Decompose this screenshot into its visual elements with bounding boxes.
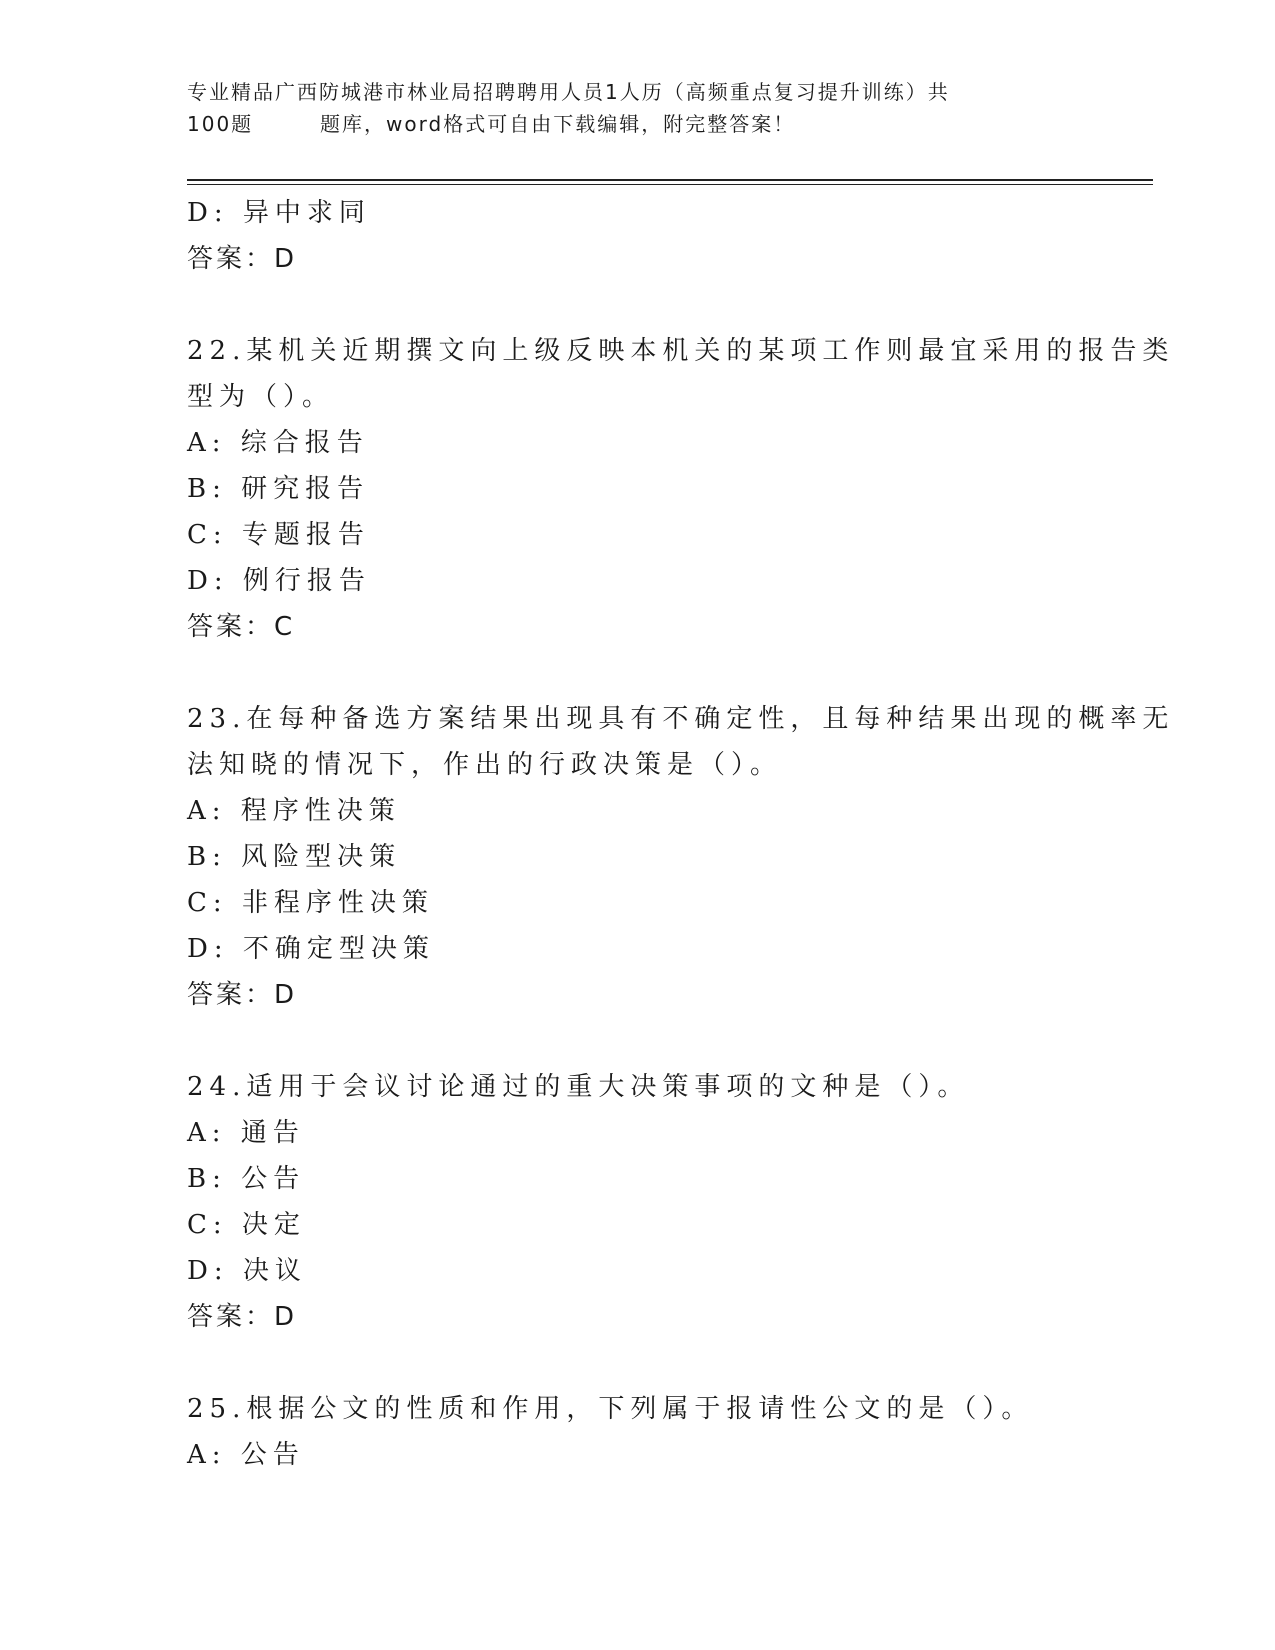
header-rule-thick xyxy=(187,179,1153,181)
header-rule-thin xyxy=(187,184,1153,185)
question-stem: 25.根据公文的性质和作用，下列属于报请性公文的是（）。 xyxy=(187,1394,1034,1424)
option-d: D: 不确定型决策 xyxy=(187,934,435,964)
question-stem: 24.适用于会议讨论通过的重大决策事项的文种是（）。 xyxy=(187,1072,970,1102)
answer-line: 答案：D xyxy=(187,1302,298,1332)
answer-line: 答案：C xyxy=(187,612,296,642)
header-line-2: 100题 题库，word格式可自由下载编辑，附完整答案！ xyxy=(187,112,796,136)
option-d: D: 异中求同 xyxy=(187,198,371,228)
option-a: A: 通告 xyxy=(187,1118,305,1148)
option-c: C: 非程序性决策 xyxy=(187,888,434,918)
header-line-1: 专业精品广西防城港市林业局招聘聘用人员1人历（高频重点复习提升训练）共 xyxy=(187,80,950,104)
answer-line: 答案：D xyxy=(187,980,298,1010)
option-b: B: 风险型决策 xyxy=(187,842,402,872)
option-a: A: 公告 xyxy=(187,1440,305,1470)
option-d: D: 例行报告 xyxy=(187,566,371,596)
question-stem-cont: 法知晓的情况下，作出的行政决策是（）。 xyxy=(187,750,783,780)
option-c: C: 决定 xyxy=(187,1210,306,1240)
question-list xyxy=(187,190,1175,1478)
question-stem-cont: 型为（）。 xyxy=(187,382,335,412)
question-stem: 22.某机关近期撰文向上级反映本机关的某项工作则最宜采用的报告类 xyxy=(187,336,1175,366)
option-d: D: 决议 xyxy=(187,1256,307,1286)
question-25 xyxy=(187,1386,1107,1478)
previous-question-tail xyxy=(187,190,1107,282)
option-c: C: 专题报告 xyxy=(187,520,370,550)
question-stem: 23.在每种备选方案结果出现具有不确定性，且每种结果出现的概率无 xyxy=(187,704,1175,734)
question-22 xyxy=(187,328,1175,650)
option-a: A: 程序性决策 xyxy=(187,796,401,826)
question-23 xyxy=(187,696,1175,1018)
answer-line: 答案：D xyxy=(187,244,298,274)
document-header xyxy=(187,76,1087,140)
option-b: B: 公告 xyxy=(187,1164,306,1194)
option-b: B: 研究报告 xyxy=(187,474,370,504)
question-24 xyxy=(187,1064,1107,1340)
option-a: A: 综合报告 xyxy=(187,428,369,458)
